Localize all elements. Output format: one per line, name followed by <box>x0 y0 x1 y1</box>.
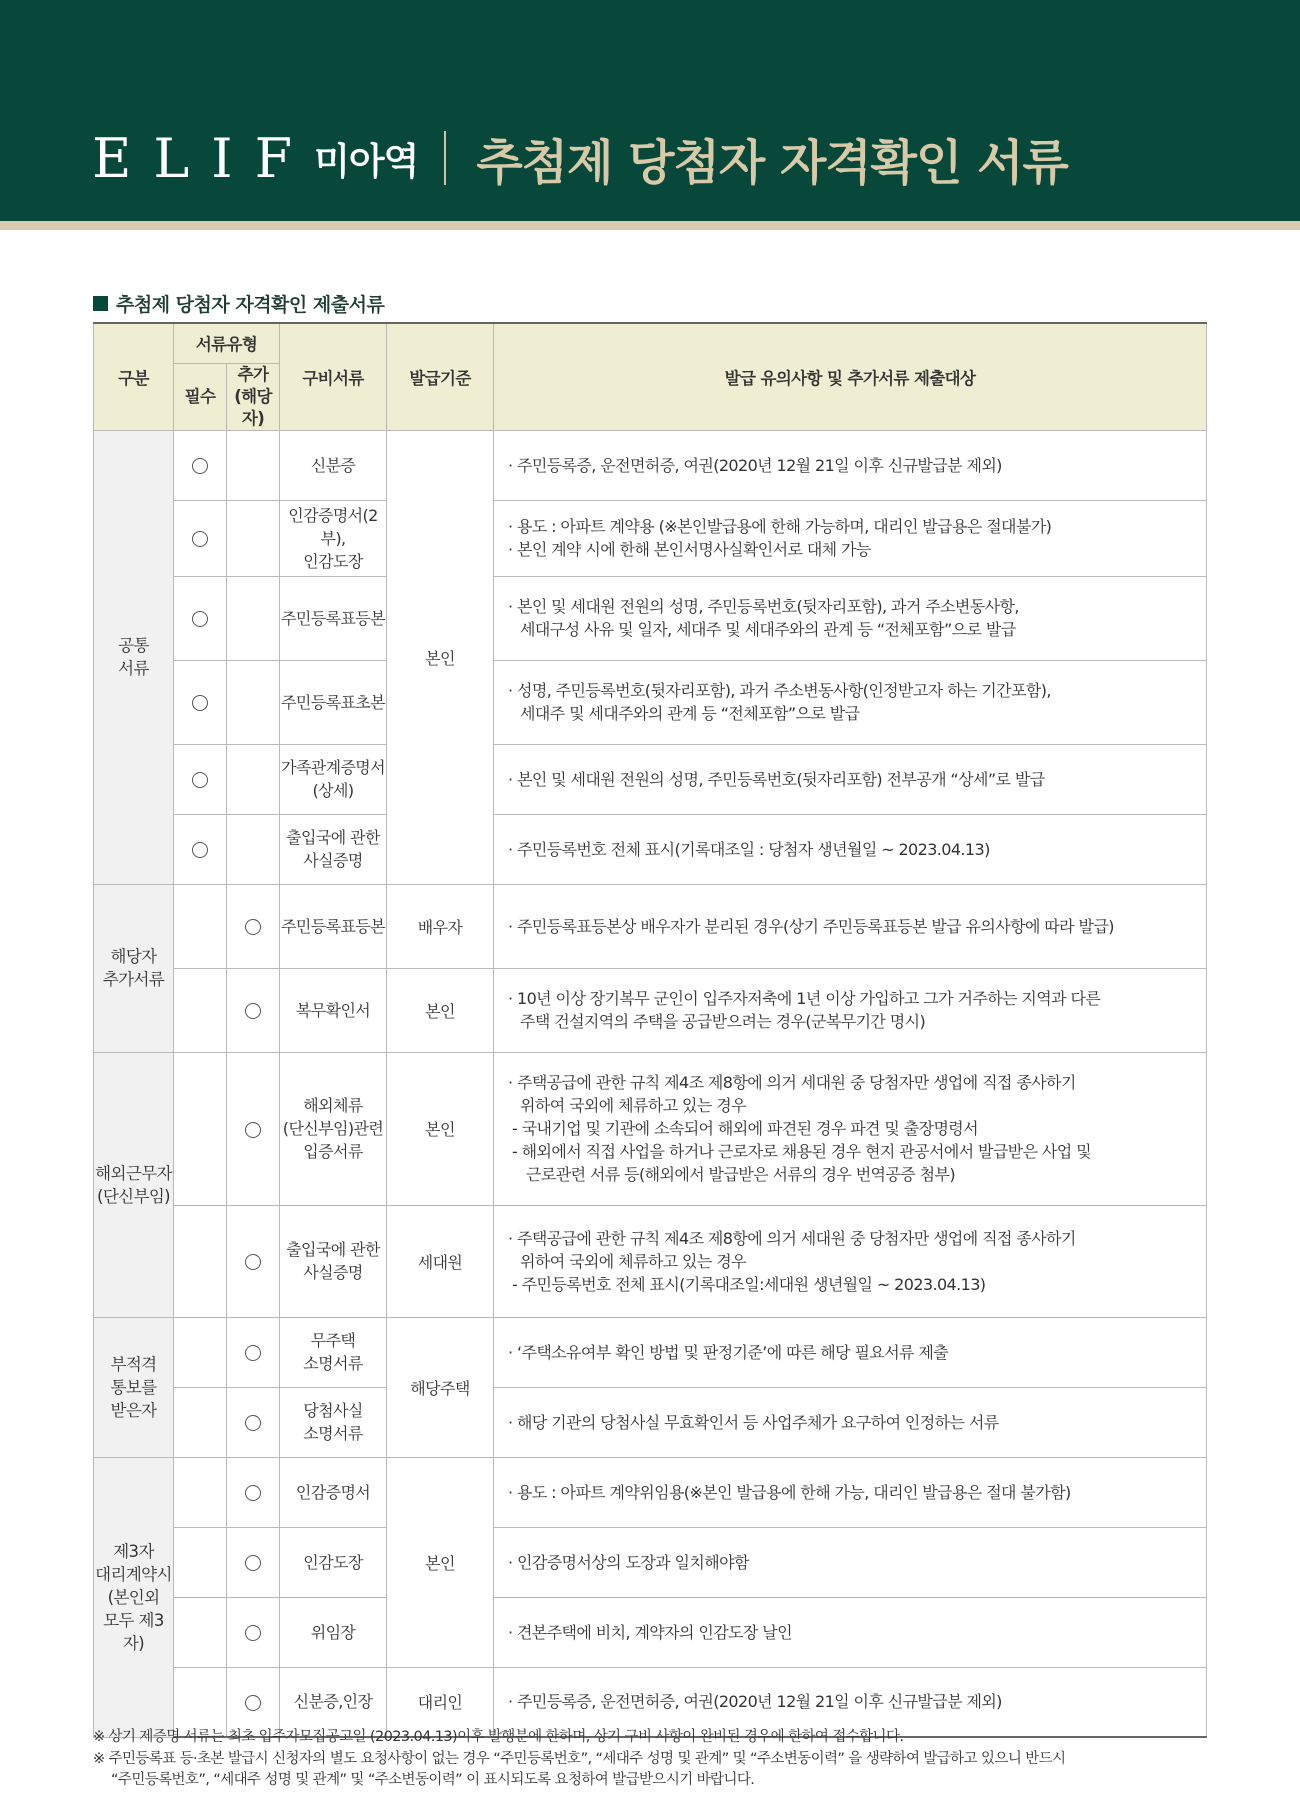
basis-cell: 본인 <box>387 1457 494 1667</box>
table-row <box>94 660 1207 744</box>
header-required: 필수 <box>174 363 227 430</box>
table-row <box>94 576 1207 660</box>
additional-mark-empty <box>227 576 280 660</box>
document-name <box>280 430 387 500</box>
additional-mark-empty <box>227 660 280 744</box>
header-additional <box>227 363 280 430</box>
additional-mark <box>227 1205 280 1317</box>
document-name-line: 출입국에 관한 <box>286 828 380 847</box>
note-cell <box>494 744 1207 814</box>
note-line: 근로관련 서류 등(해외에서 발급받은 서류의 경우 번역공증 첨부) <box>526 1165 955 1184</box>
note-cell <box>494 968 1207 1052</box>
category-common <box>94 430 174 884</box>
note-line: 주택 건설지역의 주택을 공급받으려는 경우(군복무기간 명시) <box>520 1012 926 1031</box>
category-line: 받은자 <box>110 1400 157 1420</box>
table-row <box>94 884 1207 968</box>
additional-mark <box>227 1317 280 1387</box>
document-name-line: 주민등록표등본 <box>281 916 386 936</box>
required-mark-empty <box>174 1052 227 1205</box>
document-name-line: 인감증명서 <box>295 1482 371 1502</box>
additional-mark <box>227 1597 280 1667</box>
required-mark-empty <box>174 1387 227 1457</box>
circle-mark-icon <box>245 1122 261 1138</box>
category-line: 공통 <box>118 636 149 655</box>
note-line: 위하여 국외에 체류하고 있는 경우 <box>520 1251 746 1271</box>
required-mark-empty <box>174 1317 227 1387</box>
table-row <box>94 500 1207 576</box>
category-line: 모두 제3자) <box>103 1610 164 1653</box>
basis-cell: 본인 <box>387 430 494 884</box>
document-name-line: 출입국에 관한 <box>286 1240 380 1259</box>
table-row <box>94 1457 1207 1527</box>
circle-mark-icon <box>245 1254 261 1270</box>
circle-mark-icon <box>245 1003 261 1019</box>
brand-divider <box>444 131 446 185</box>
note-line: · 본인 및 세대원 전원의 성명, 주민등록번호(뒷자리포함), 과거 주소변동사항, <box>508 597 1019 616</box>
note-line: · 주택공급에 관한 규칙 제4조 제8항에 의거 세대원 중 당첨자만 생업에 직접 종사하기 <box>508 1073 1076 1092</box>
circle-mark-icon <box>245 1555 261 1571</box>
note-line: · 주민등록증, 운전면허증, 여권(2020년 12월 21일 이후 신규발급분 제외) <box>508 455 1002 475</box>
required-mark <box>174 576 227 660</box>
note-line: · 10년 이상 장기복무 군인이 입주자저축에 1년 이상 가입하고 그가 거주하는 지역과 다른 <box>508 989 1101 1008</box>
document-name <box>280 660 387 744</box>
note-line: · 용도 : 아파트 계약용 (※본인발급용에 한해 가능하며, 대리인 발급용은 절대불가) <box>508 517 1052 536</box>
document-name-line: 당첨사실 <box>303 1401 363 1420</box>
note-cell <box>494 814 1207 884</box>
document-name-line: 인감증명서(2부), <box>288 505 378 548</box>
document-name-line: 가족관계증명서 <box>281 758 386 777</box>
document-name-line: 주민등록표초본 <box>281 692 386 712</box>
note-line: · 주민등록표등본상 배우자가 분리된 경우(상기 주민등록표등본 발급 유의사항에 따라 발급) <box>508 916 1114 936</box>
document-name-line: 인감도장 <box>303 1552 363 1572</box>
document-name <box>280 814 387 884</box>
footnotes <box>93 1727 1065 1792</box>
note-line: - 국내기업 및 기관에 소속되어 해외에 파견된 경우 파견 및 출장명령서 <box>512 1119 979 1138</box>
circle-mark-icon <box>245 1485 261 1501</box>
header-documents: 구비서류 <box>280 323 387 430</box>
note-line: · 성명, 주민등록번호(뒷자리포함), 과거 주소변동사항(인정받고자 하는 기간포함), <box>508 681 1051 700</box>
category-line: (단신부임) <box>96 1186 171 1206</box>
note-line: 세대구성 사유 및 일자, 세대주 및 세대주와의 관계 등 “전체포함”으로 발급 <box>520 620 1016 639</box>
circle-mark-icon <box>192 458 208 474</box>
required-mark-empty <box>174 968 227 1052</box>
table-row <box>94 814 1207 884</box>
circle-mark-icon <box>192 611 208 627</box>
additional-mark <box>227 884 280 968</box>
document-name-line: 위임장 <box>310 1622 356 1642</box>
circle-mark-icon <box>245 1415 261 1431</box>
basis-cell: 대리인 <box>387 1667 494 1737</box>
header-additional-sub: (해당자) <box>234 386 272 428</box>
required-mark <box>174 430 227 500</box>
note-cell <box>494 500 1207 576</box>
header-basis: 발급기준 <box>387 323 494 430</box>
circle-mark-icon <box>192 772 208 788</box>
required-mark <box>174 660 227 744</box>
note-line: · 용도 : 아파트 계약위임용(※본인 발급용에 한해 가능, 대리인 발급용은 절대 불가함) <box>508 1482 1071 1502</box>
basis-cell: 해당주택 <box>387 1317 494 1457</box>
basis-cell: 본인 <box>387 1052 494 1205</box>
required-mark <box>174 814 227 884</box>
document-name-line: 복무확인서 <box>295 1000 371 1020</box>
table-row <box>94 1527 1207 1597</box>
note-line: 세대주 및 세대주와의 관계 등 “전체포함”으로 발급 <box>520 704 860 723</box>
circle-mark-icon <box>192 695 208 711</box>
category-overseas <box>94 1052 174 1317</box>
document-name <box>280 1317 387 1387</box>
additional-mark-empty <box>227 500 280 576</box>
category-ineligible <box>94 1317 174 1457</box>
category-line: 대리계약시 <box>95 1564 172 1584</box>
document-name <box>280 1205 387 1317</box>
table-row <box>94 968 1207 1052</box>
note-cell <box>494 1457 1207 1527</box>
basis-cell: 세대원 <box>387 1205 494 1317</box>
required-mark-empty <box>174 1457 227 1527</box>
brand-location: 미아역 <box>314 140 419 183</box>
note-line: 위하여 국외에 체류하고 있는 경우 <box>520 1096 746 1115</box>
document-name <box>280 744 387 814</box>
note-cell <box>494 430 1207 500</box>
basis-cell: 본인 <box>387 968 494 1052</box>
note-cell <box>494 1317 1207 1387</box>
category-line: 제3자 <box>113 1541 154 1561</box>
circle-mark-icon <box>245 1625 261 1641</box>
page-title: 추첨제 당첨자 자격확인 서류 <box>476 134 1068 191</box>
required-mark-empty <box>174 1527 227 1597</box>
note-line: · 본인 계약 시에 한해 본인서명사실확인서로 대체 가능 <box>508 540 871 559</box>
category-line: 통보를 <box>110 1377 157 1397</box>
note-cell <box>494 1387 1207 1457</box>
document-name-line: 주민등록표등본 <box>281 608 386 628</box>
required-mark-empty <box>174 884 227 968</box>
category-line: 해외근무자 <box>95 1163 172 1183</box>
table-row <box>94 1205 1207 1317</box>
document-name-line: (상세) <box>312 781 354 800</box>
footnote: “주민등록번호”, “세대주 성명 및 관계” 및 “주소변동이력” 이 표시되도록 요청하여 발급받으시기 바랍니다. <box>111 1772 755 1788</box>
document-name-line: 사실증명 <box>303 851 363 870</box>
note-cell <box>494 660 1207 744</box>
document-name <box>280 1597 387 1667</box>
required-mark <box>174 744 227 814</box>
circle-mark-icon <box>192 531 208 547</box>
category-line: (본인외 <box>107 1587 160 1607</box>
note-cell <box>494 884 1207 968</box>
document-name-line: (단신부임)관련 <box>282 1119 384 1138</box>
section-title <box>93 290 384 317</box>
header-stripe <box>0 221 1300 230</box>
note-line: - 주민등록번호 전체 표시(기록대조일:세대원 생년월일 ~ 2023.04.13) <box>512 1274 986 1294</box>
additional-mark <box>227 1052 280 1205</box>
footnote: ※ 주민등록표 등·초본 발급시 신청자의 별도 요청사항이 없는 경우 “주민등록번호”, “세대주 성명 및 관계” 및 “주소변동이력” 을 생략하여 발급하고 있으니 반드시 <box>93 1750 1066 1767</box>
document-name-line: 입증서류 <box>303 1142 363 1161</box>
document-name <box>280 1387 387 1457</box>
additional-mark <box>227 1457 280 1527</box>
circle-mark-icon <box>245 1695 261 1711</box>
document-name-line: 해외체류 <box>303 1096 363 1115</box>
square-bullet-icon <box>93 296 108 311</box>
note-line: · 주민등록증, 운전면허증, 여권(2020년 12월 21일 이후 신규발급분 제외) <box>508 1692 1002 1712</box>
basis-cell: 배우자 <box>387 884 494 968</box>
table-row <box>94 1387 1207 1457</box>
note-line: · 견본주택에 비치, 계약자의 인감도장 날인 <box>508 1622 792 1642</box>
note-line: · 해당 기관의 당첨사실 무효확인서 등 사업주체가 요구하여 인정하는 서류 <box>508 1412 999 1432</box>
circle-mark-icon <box>245 1345 261 1361</box>
note-cell <box>494 1052 1207 1205</box>
additional-mark-empty <box>227 814 280 884</box>
document-name-line: 신분증 <box>310 455 356 475</box>
category-line: 부적격 <box>110 1354 157 1374</box>
required-mark-empty <box>174 1597 227 1667</box>
note-line: · 본인 및 세대원 전원의 성명, 주민등록번호(뒷자리포함) 전부공개 “상세”로 발급 <box>508 769 1045 789</box>
table-row <box>94 744 1207 814</box>
header-additional-label: 추가 <box>237 364 269 384</box>
document-name <box>280 1527 387 1597</box>
circle-mark-icon <box>192 842 208 858</box>
required-mark-empty <box>174 1205 227 1317</box>
note-cell <box>494 1205 1207 1317</box>
required-mark <box>174 500 227 576</box>
documents-table <box>93 322 1207 1738</box>
header-category: 구분 <box>94 323 174 430</box>
document-name-line: 신분증,인장 <box>293 1692 373 1712</box>
table-row <box>94 1052 1207 1205</box>
document-name-line: 인감도장 <box>303 551 363 571</box>
note-line: · 주택공급에 관한 규칙 제4조 제8항에 의거 세대원 중 당첨자만 생업에 직접 종사하기 <box>508 1228 1076 1248</box>
section-title-text: 추첨제 당첨자 자격확인 제출서류 <box>116 294 385 316</box>
category-line: 해당자 <box>110 947 157 966</box>
table-row <box>94 1597 1207 1667</box>
note-line: - 해외에서 직접 사업을 하거나 근로자로 채용된 경우 현지 관공서에서 발급받은 사업 및 <box>512 1142 1091 1161</box>
note-cell <box>494 1597 1207 1667</box>
document-name-line: 소명서류 <box>303 1354 363 1373</box>
table-row <box>94 1317 1207 1387</box>
additional-mark <box>227 968 280 1052</box>
footnote: ※ 상기 제증명 서류는 최초 입주자모집공고일 (2023.04.13)이후 발행분에 한하며, 상기 구비 사항이 완비된 경우에 한하여 접수합니다. <box>93 1729 904 1745</box>
header-notes: 발급 유의사항 및 추가서류 제출대상 <box>494 323 1207 430</box>
category-proxy <box>94 1457 174 1737</box>
document-name <box>280 1457 387 1527</box>
category-line: 서류 <box>118 659 149 678</box>
additional-mark-empty <box>227 744 280 814</box>
header-doc-type: 서류유형 <box>174 323 280 363</box>
note-line: · 인감증명서상의 도장과 일치해야함 <box>508 1552 749 1572</box>
brand-logo: ELIF <box>92 126 315 190</box>
document-name <box>280 576 387 660</box>
note-cell <box>494 576 1207 660</box>
document-name-line: 소명서류 <box>303 1424 363 1443</box>
document-name <box>280 968 387 1052</box>
table-row <box>94 430 1207 500</box>
category-additional <box>94 884 174 1052</box>
note-line: · ‘주택소유여부 확인 방법 및 판정기준’에 따른 해당 필요서류 제출 <box>508 1342 949 1362</box>
category-line: 추가서류 <box>102 970 165 989</box>
document-name <box>280 884 387 968</box>
note-line: · 주민등록번호 전체 표시(기록대조일 : 당첨자 생년월일 ~ 2023.04.13) <box>508 839 990 859</box>
brand-bar <box>92 123 1068 193</box>
document-name-line: 무주택 <box>310 1331 356 1350</box>
circle-mark-icon <box>245 919 261 935</box>
document-name <box>280 500 387 576</box>
document-name <box>280 1052 387 1205</box>
additional-mark <box>227 1527 280 1597</box>
additional-mark <box>227 1387 280 1457</box>
additional-mark-empty <box>227 430 280 500</box>
document-name-line: 사실증명 <box>303 1263 363 1282</box>
note-cell <box>494 1527 1207 1597</box>
